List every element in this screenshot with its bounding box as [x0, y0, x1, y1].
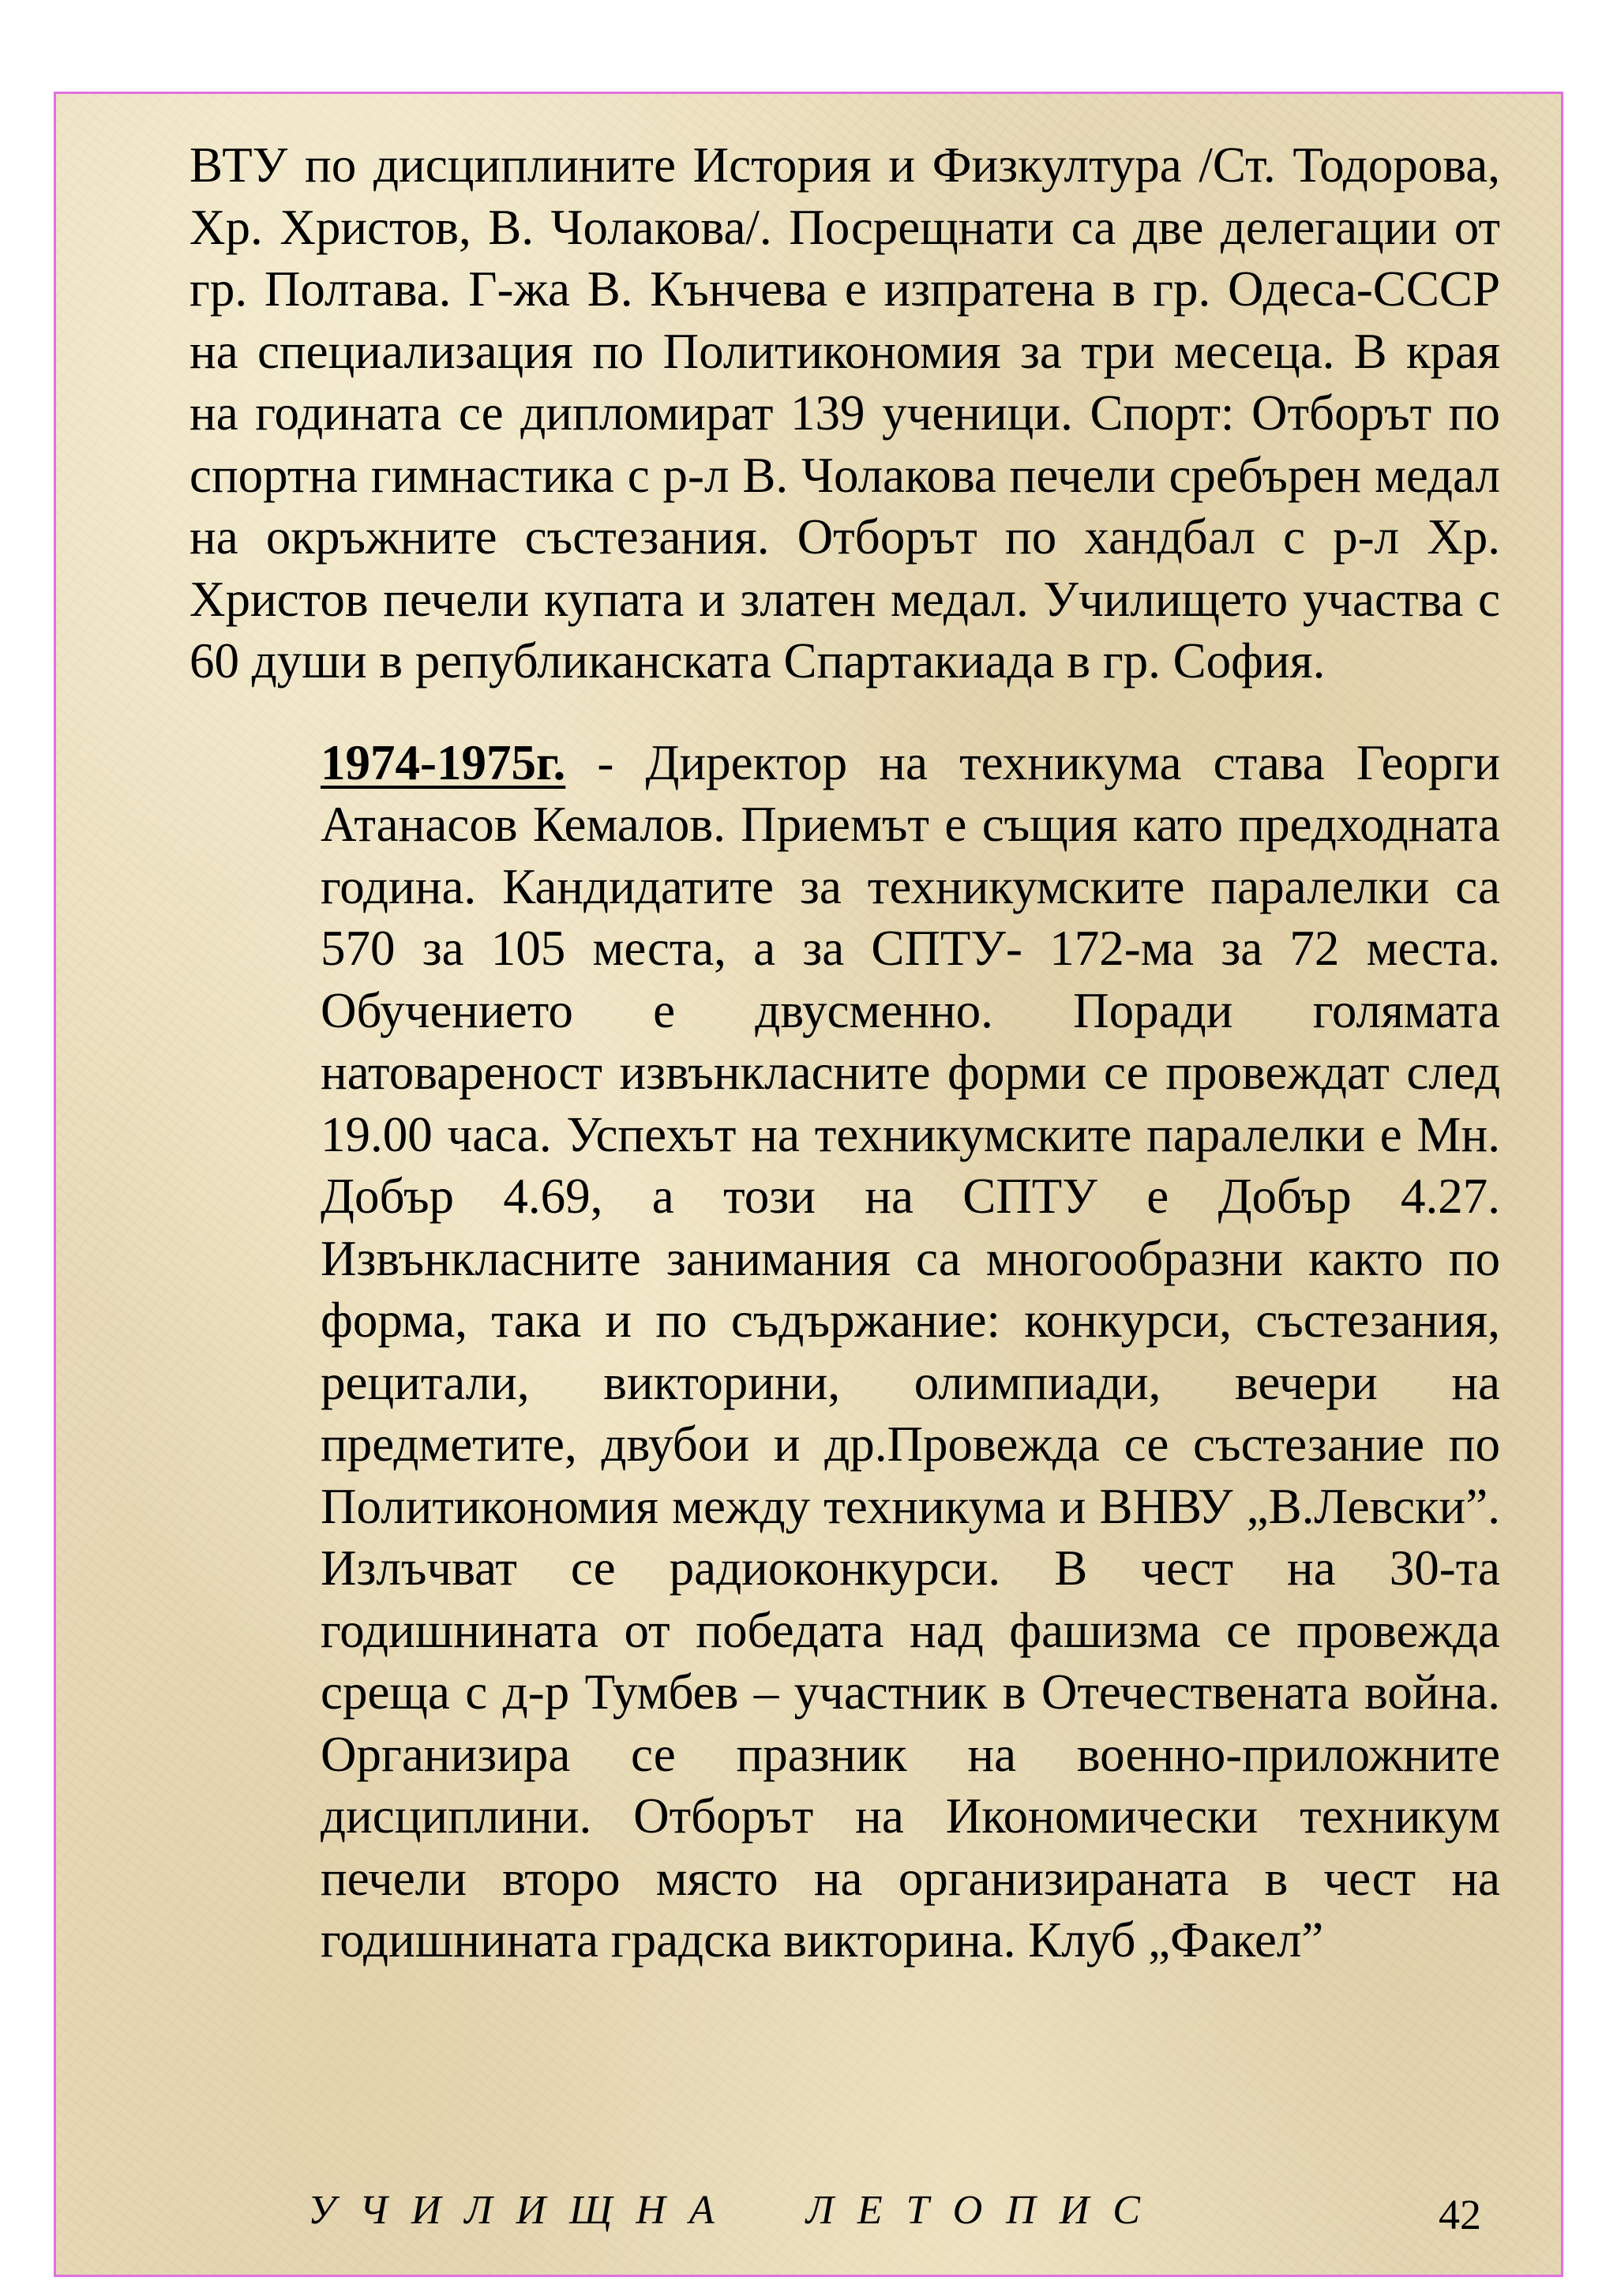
page-number: 42 [1439, 2191, 1481, 2238]
paragraph-spacer [189, 692, 1500, 732]
year-heading: 1974-1975г. [321, 734, 566, 790]
paragraph-year-entry [189, 732, 1500, 1971]
document-body [189, 134, 1500, 1971]
page-footer [0, 2181, 1617, 2244]
paragraph-text: - Директор на техникума става Георги Атанасов Кемалов. Приемът е същия като предходната година. Кандидатите за техникумските паралелки са 570 за 105 места, а за СПТУ- 172-ма за 72 места. Обучението е двусменно. Поради голямата натовареност извънкласните форми се провеждат след 19.00 часа. Успехът на техникумските паралелки е Мн. Добър 4.69, а този на СПТУ е Добър 4.27. Извънкласните занимания са многообразни както по форма, така и по съдържание: конкурси, състезания, рецитали, викторини, олимпиади, вечери на предметите, двубои и др.Провежда се състезание по Политикономия между техникума и ВНВУ „В.Левски”. Излъчват се радиоконкурси. В чест на 30-та годишнината от победата над фашизма се провежда среща с д-р Тумбев – участник в Отечествената война. Организира се празник на военно-приложните дисциплини. Отборът на Икономически техникум печели второ място на организираната в чест на годишнината градска викторина. Клуб „Факел” [321, 734, 1500, 1968]
footer-title: УЧИЛИЩНА ЛЕТОПИС [308, 2188, 1164, 2233]
paragraph-text: ВТУ по дисциплините История и Физкултура /Ст. Тодорова, Хр. Христов, В. Чолакова/. Посрещнати са две делегации от гр. Полтава. Г-жа В. Кънчева е изпратена в гр. Одеса-СССР на специализация по Политикономия за три месеца. В края на годината се дипломират 139 ученици. Спорт: Отборът по спортна гимнастика с р-л В. Чолакова печели сребърен медал на окръжните състезания. Отборът по хандбал с р-л Хр. Христов печели купата и златен медал. Училището участва с 60 души в републиканската Спартакиада в гр. София. [189, 137, 1500, 688]
paragraph-continuation [189, 134, 1500, 692]
